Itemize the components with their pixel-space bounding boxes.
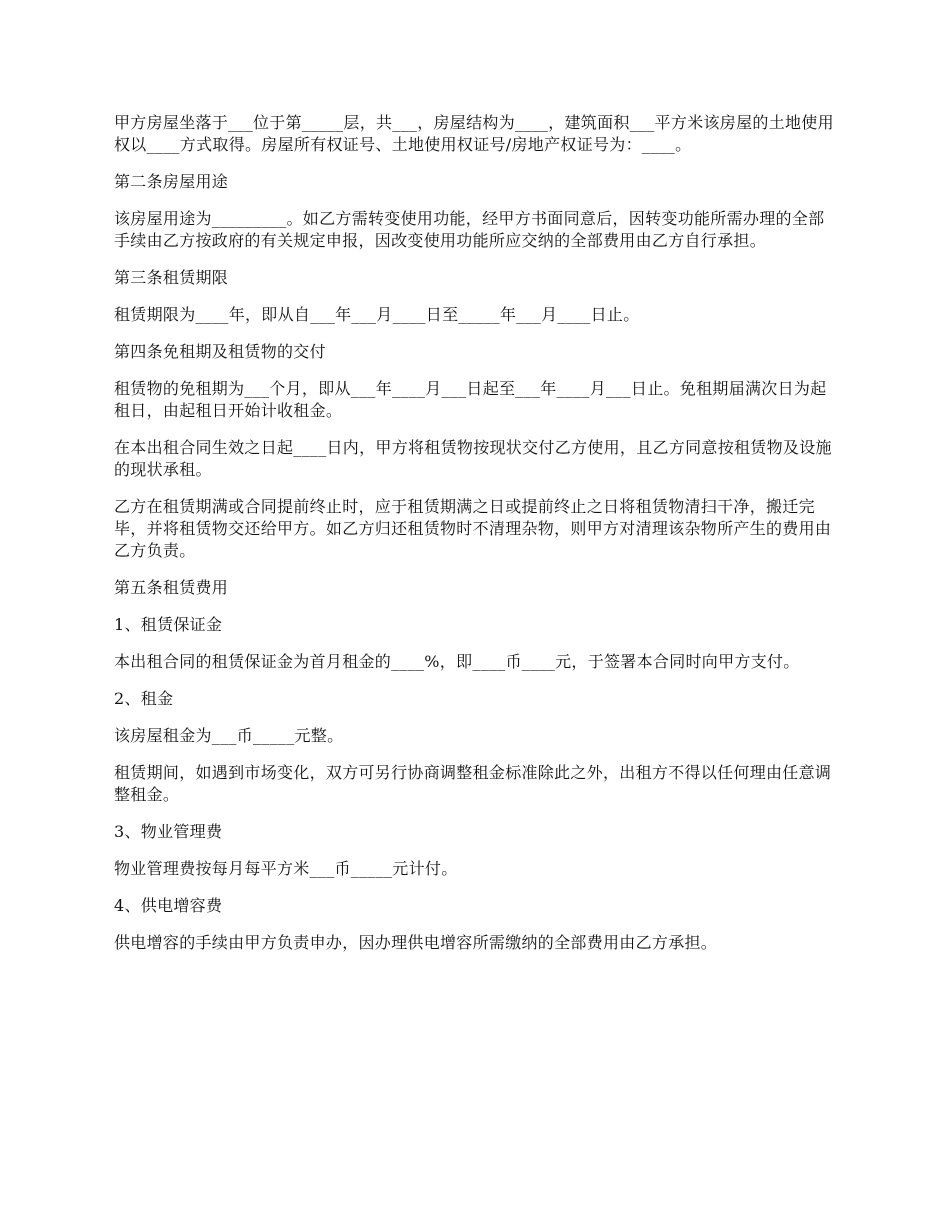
return-paragraph: 乙方在租赁期满或合同提前终止时，应于租赁期满之日或提前终止之日将租赁物清扫干净，搬迁完毕，并将租赁物交还给甲方。如乙方归还租赁物时不清理杂物，则甲方对清理该杂物所产生的费用由乙方负责。 <box>114 497 832 560</box>
article-5-heading: 第五条租赁费用 <box>114 578 229 597</box>
rent-free-period-paragraph: 租赁物的免租期为___个月，即从___年____月___日起至___年____月___日止。免租期届满次日为起租日，由起租日开始计收租金。 <box>114 379 827 420</box>
premises-location-paragraph: 甲方房屋坐落于___位于第_____层，共___，房屋结构为____，建筑面积___平方米该房屋的土地使用权以____方式取得。房屋所有权证号、土地使用权证号/房地产权证号为：____。 <box>114 113 834 154</box>
rent-adjustment-paragraph: 租赁期间，如遇到市场变化，双方可另行协商调整租金标准除此之外，出租方不得以任何理由任意调整租金。 <box>114 763 832 804</box>
document-page <box>114 112 839 969</box>
management-fee-paragraph: 物业管理费按每月每平方米___币_____元计付。 <box>114 859 458 878</box>
article-2-heading: 第二条房屋用途 <box>114 172 229 191</box>
usage-paragraph: 该房屋用途为_________。如乙方需转变使用功能，经甲方书面同意后，因转变功能所需办理的全部手续由乙方按政府的有关规定申报，因改变使用功能所应交纳的全部费用由乙方自行承担。 <box>114 209 825 250</box>
deposit-subheading: 1、租赁保证金 <box>114 615 223 634</box>
deposit-paragraph: 本出租合同的租赁保证金为首月租金的____%，即____币____元，于签署本合同时向甲方支付。 <box>114 652 800 671</box>
power-capacity-paragraph: 供电增容的手续由甲方负责申办，因办理供电增容所需缴纳的全部费用由乙方承担。 <box>114 933 718 952</box>
lease-term-paragraph: 租赁期限为____年，即从自___年___月____日至_____年___月____日止。 <box>114 305 640 324</box>
power-capacity-subheading: 4、供电增容费 <box>114 896 223 915</box>
rent-amount-paragraph: 该房屋租金为___币_____元整。 <box>114 726 344 745</box>
article-4-heading: 第四条免租期及租赁物的交付 <box>114 342 326 361</box>
management-fee-subheading: 3、物业管理费 <box>114 822 223 841</box>
rent-subheading: 2、租金 <box>114 689 174 708</box>
delivery-paragraph: 在本出租合同生效之日起____日内，甲方将租赁物按现状交付乙方使用，且乙方同意按租赁物及设施的现状承租。 <box>114 438 832 479</box>
article-3-heading: 第三条租赁期限 <box>114 268 229 287</box>
